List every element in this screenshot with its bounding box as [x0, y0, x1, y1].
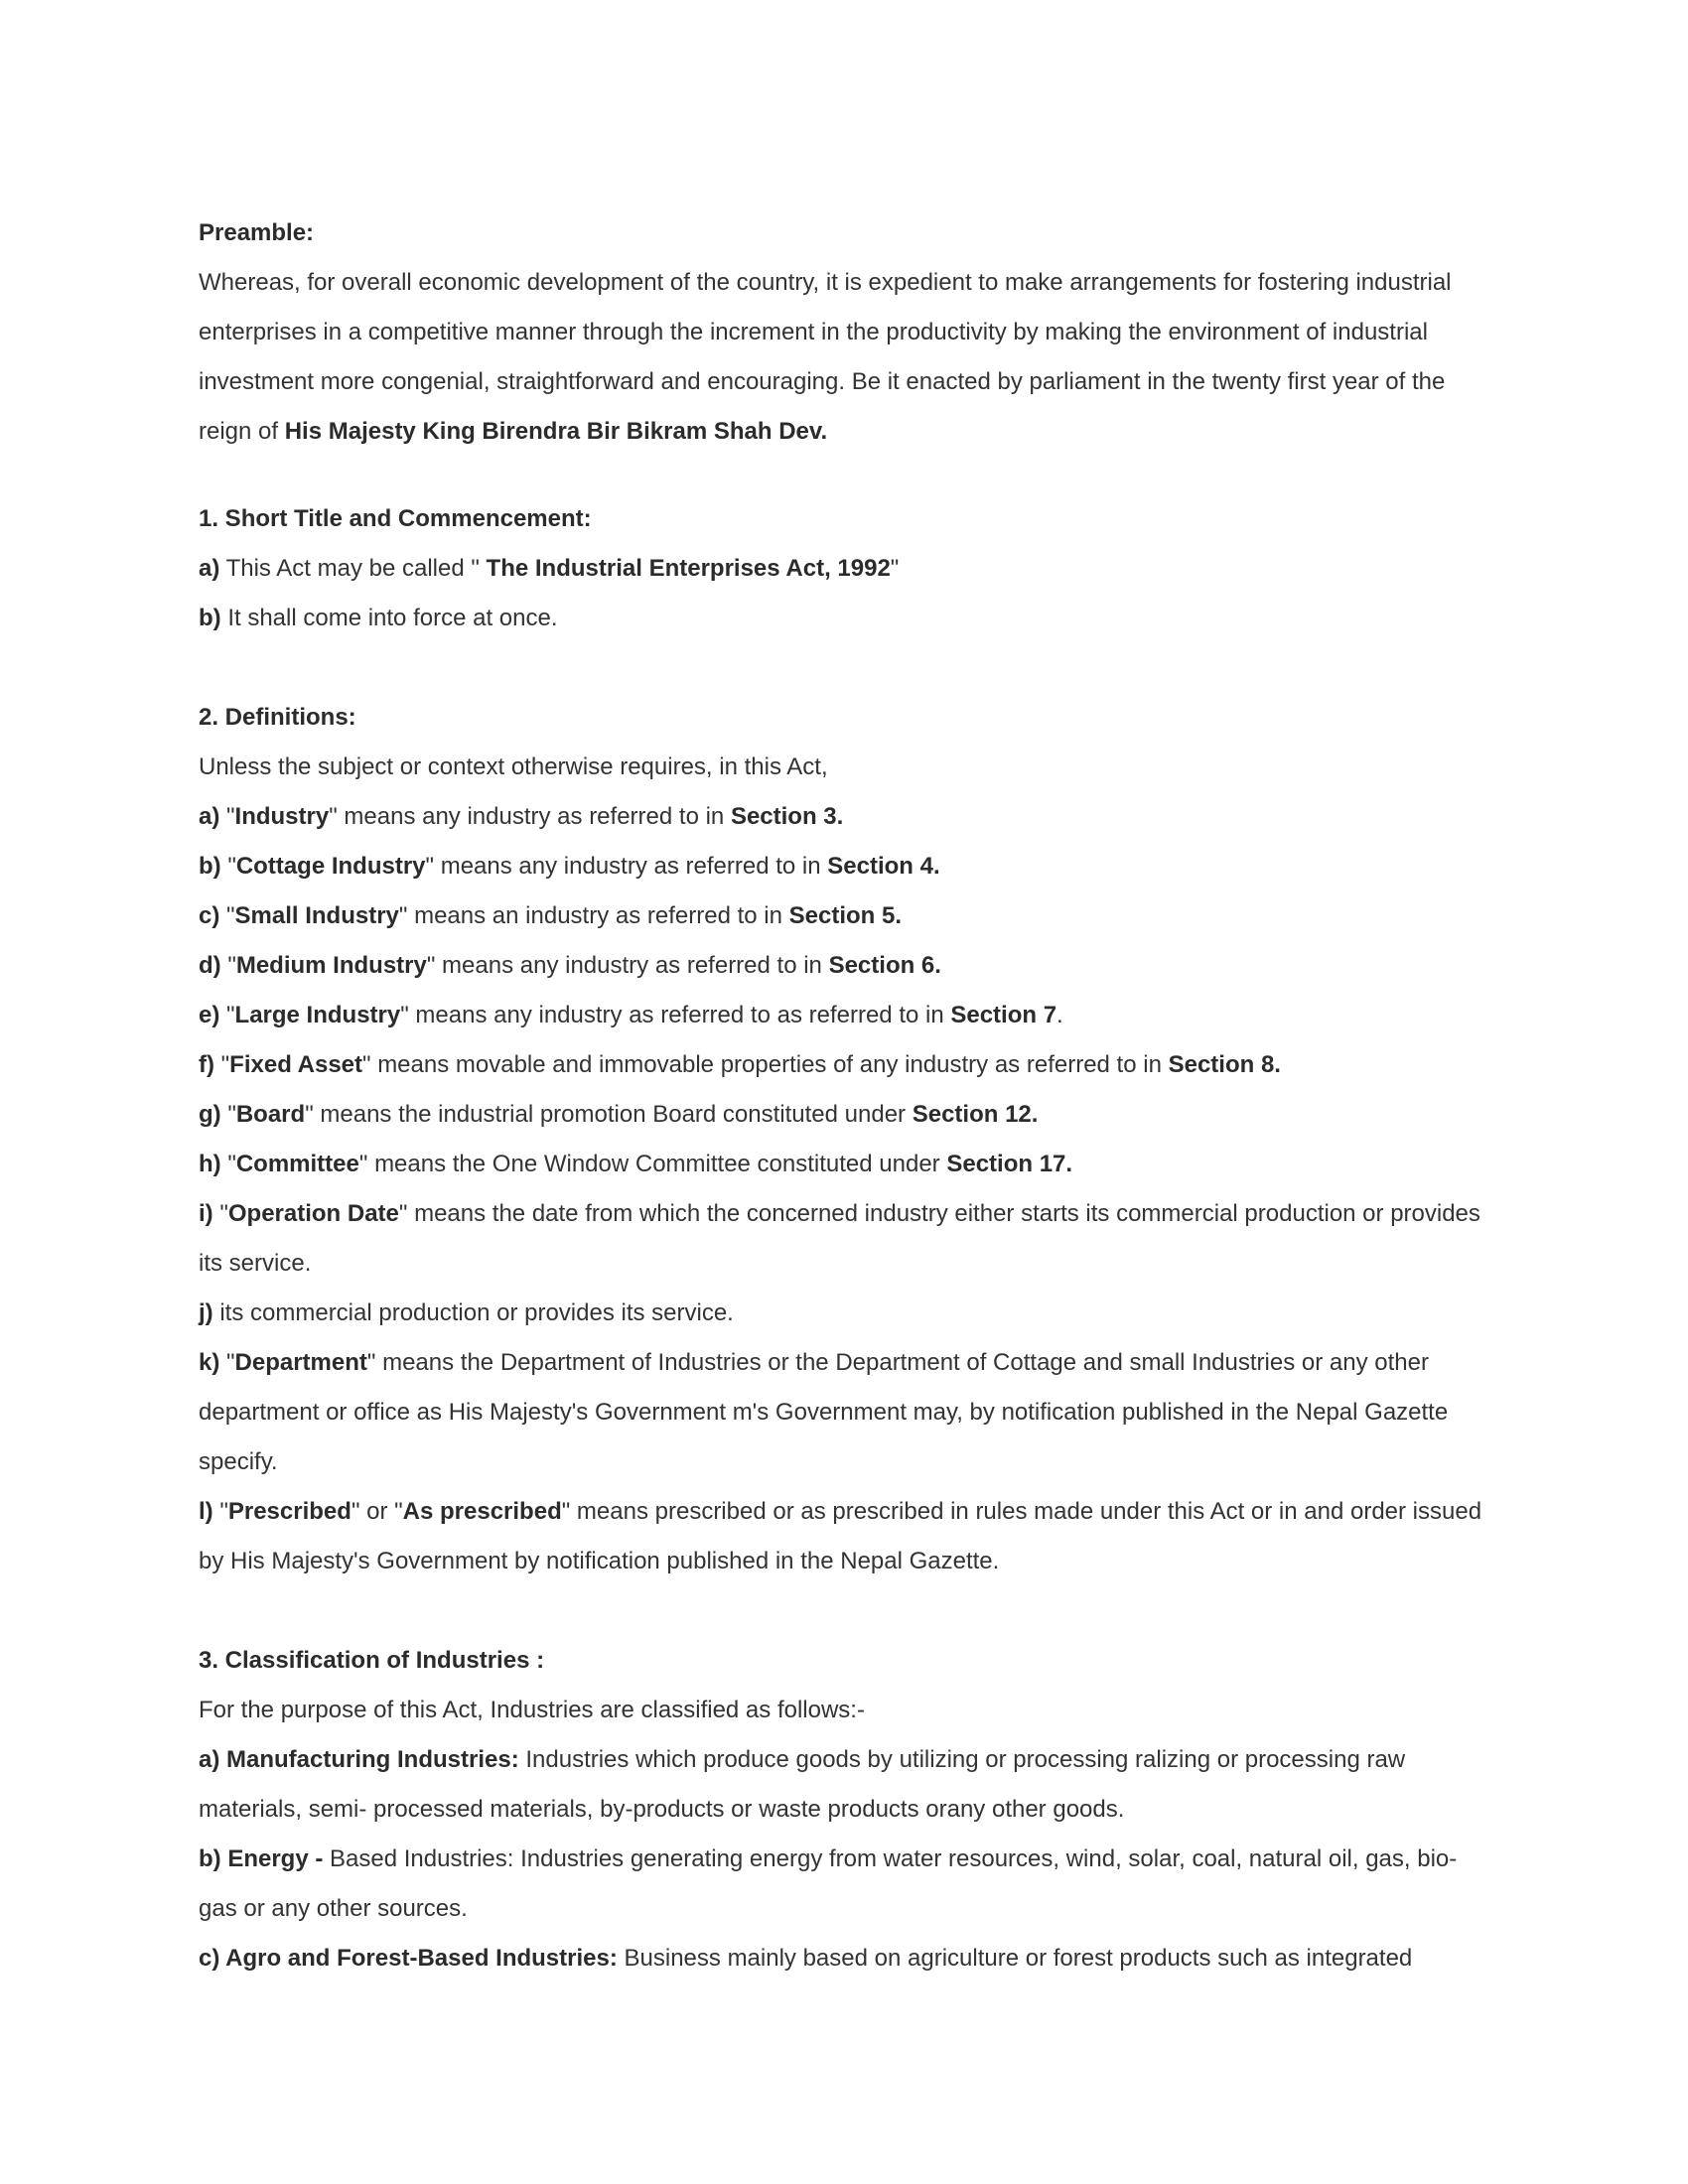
definition-l: l) "Prescribed" or "As prescribed" means prescribed or as prescribed in rules made under this Act or in and order issued by His Majesty's Government by notification published in the Nepal Gazette. [199, 1498, 1482, 1574]
definition-b: b) "Cottage Industry" means any industry as referred to in Section 4. [199, 853, 940, 880]
section-3-intro: For the purpose of this Act, Industries are classified as follows:- [199, 1697, 865, 1723]
classification-c: c) Agro and Forest-Based Industries: Business mainly based on agriculture or forest products such as integrated [199, 1945, 1413, 1972]
document-page [199, 208, 1489, 1983]
definition-k: k) "Department" means the Department of Industries or the Department of Cottage and small Industries or any other department or office as His Majesty's Government m's Government may, by notification published in the Nepal Gazette specify. [199, 1349, 1449, 1475]
definition-g: g) "Board" means the industrial promotion Board constituted under Section 12. [199, 1101, 1039, 1128]
section-2-heading: 2. Definitions: [199, 704, 356, 731]
section-3-heading: 3. Classification of Industries : [199, 1647, 545, 1674]
definition-h: h) "Committee" means the One Window Committee constituted under Section 17. [199, 1151, 1073, 1177]
definition-d: d) "Medium Industry" means any industry as referred to in Section 6. [199, 952, 941, 979]
definition-a: a) "Industry" means any industry as referred to in Section 3. [199, 803, 844, 830]
section-1-heading: 1. Short Title and Commencement: [199, 505, 592, 532]
section-1-item-b: b) It shall come into force at once. [199, 605, 558, 631]
section-1-item-a: a) This Act may be called " The Industrial Enterprises Act, 1992" [199, 555, 900, 582]
definition-j: j) its commercial production or provides its service. [199, 1299, 734, 1326]
definition-e: e) "Large Industry" means any industry as referred to as referred to in Section 7. [199, 1002, 1063, 1028]
section-2-intro: Unless the subject or context otherwise requires, in this Act, [199, 753, 828, 780]
preamble-heading: Preamble: [199, 219, 315, 246]
definition-f: f) "Fixed Asset" means movable and immovable properties of any industry as referred to in Section 8. [199, 1051, 1281, 1078]
preamble-paragraph: Whereas, for overall economic development of the country, it is expedient to make arrangements for fostering industrial enterprises in a competitive manner through the increment in the productivity by making the environment of industrial investment more congenial, straightforward and encouraging. Be it enacted by parliament in the twenty first year of the reign of His Majesty King Birendra Bir Bikram Shah Dev. [199, 269, 1452, 445]
classification-a: a) Manufacturing Industries: Industries which produce goods by utilizing or processing ralizing or processing raw materials, semi- processed materials, by-products or waste products orany other goods. [199, 1746, 1406, 1823]
definition-i: i) "Operation Date" means the date from which the concerned industry either starts its commercial production or provides its service. [199, 1200, 1480, 1277]
classification-b: b) Energy - Based Industries: Industries generating energy from water resources, wind, solar, coal, natural oil, gas, bio-gas or any other sources. [199, 1845, 1458, 1922]
definition-c: c) "Small Industry" means an industry as referred to in Section 5. [199, 902, 902, 929]
